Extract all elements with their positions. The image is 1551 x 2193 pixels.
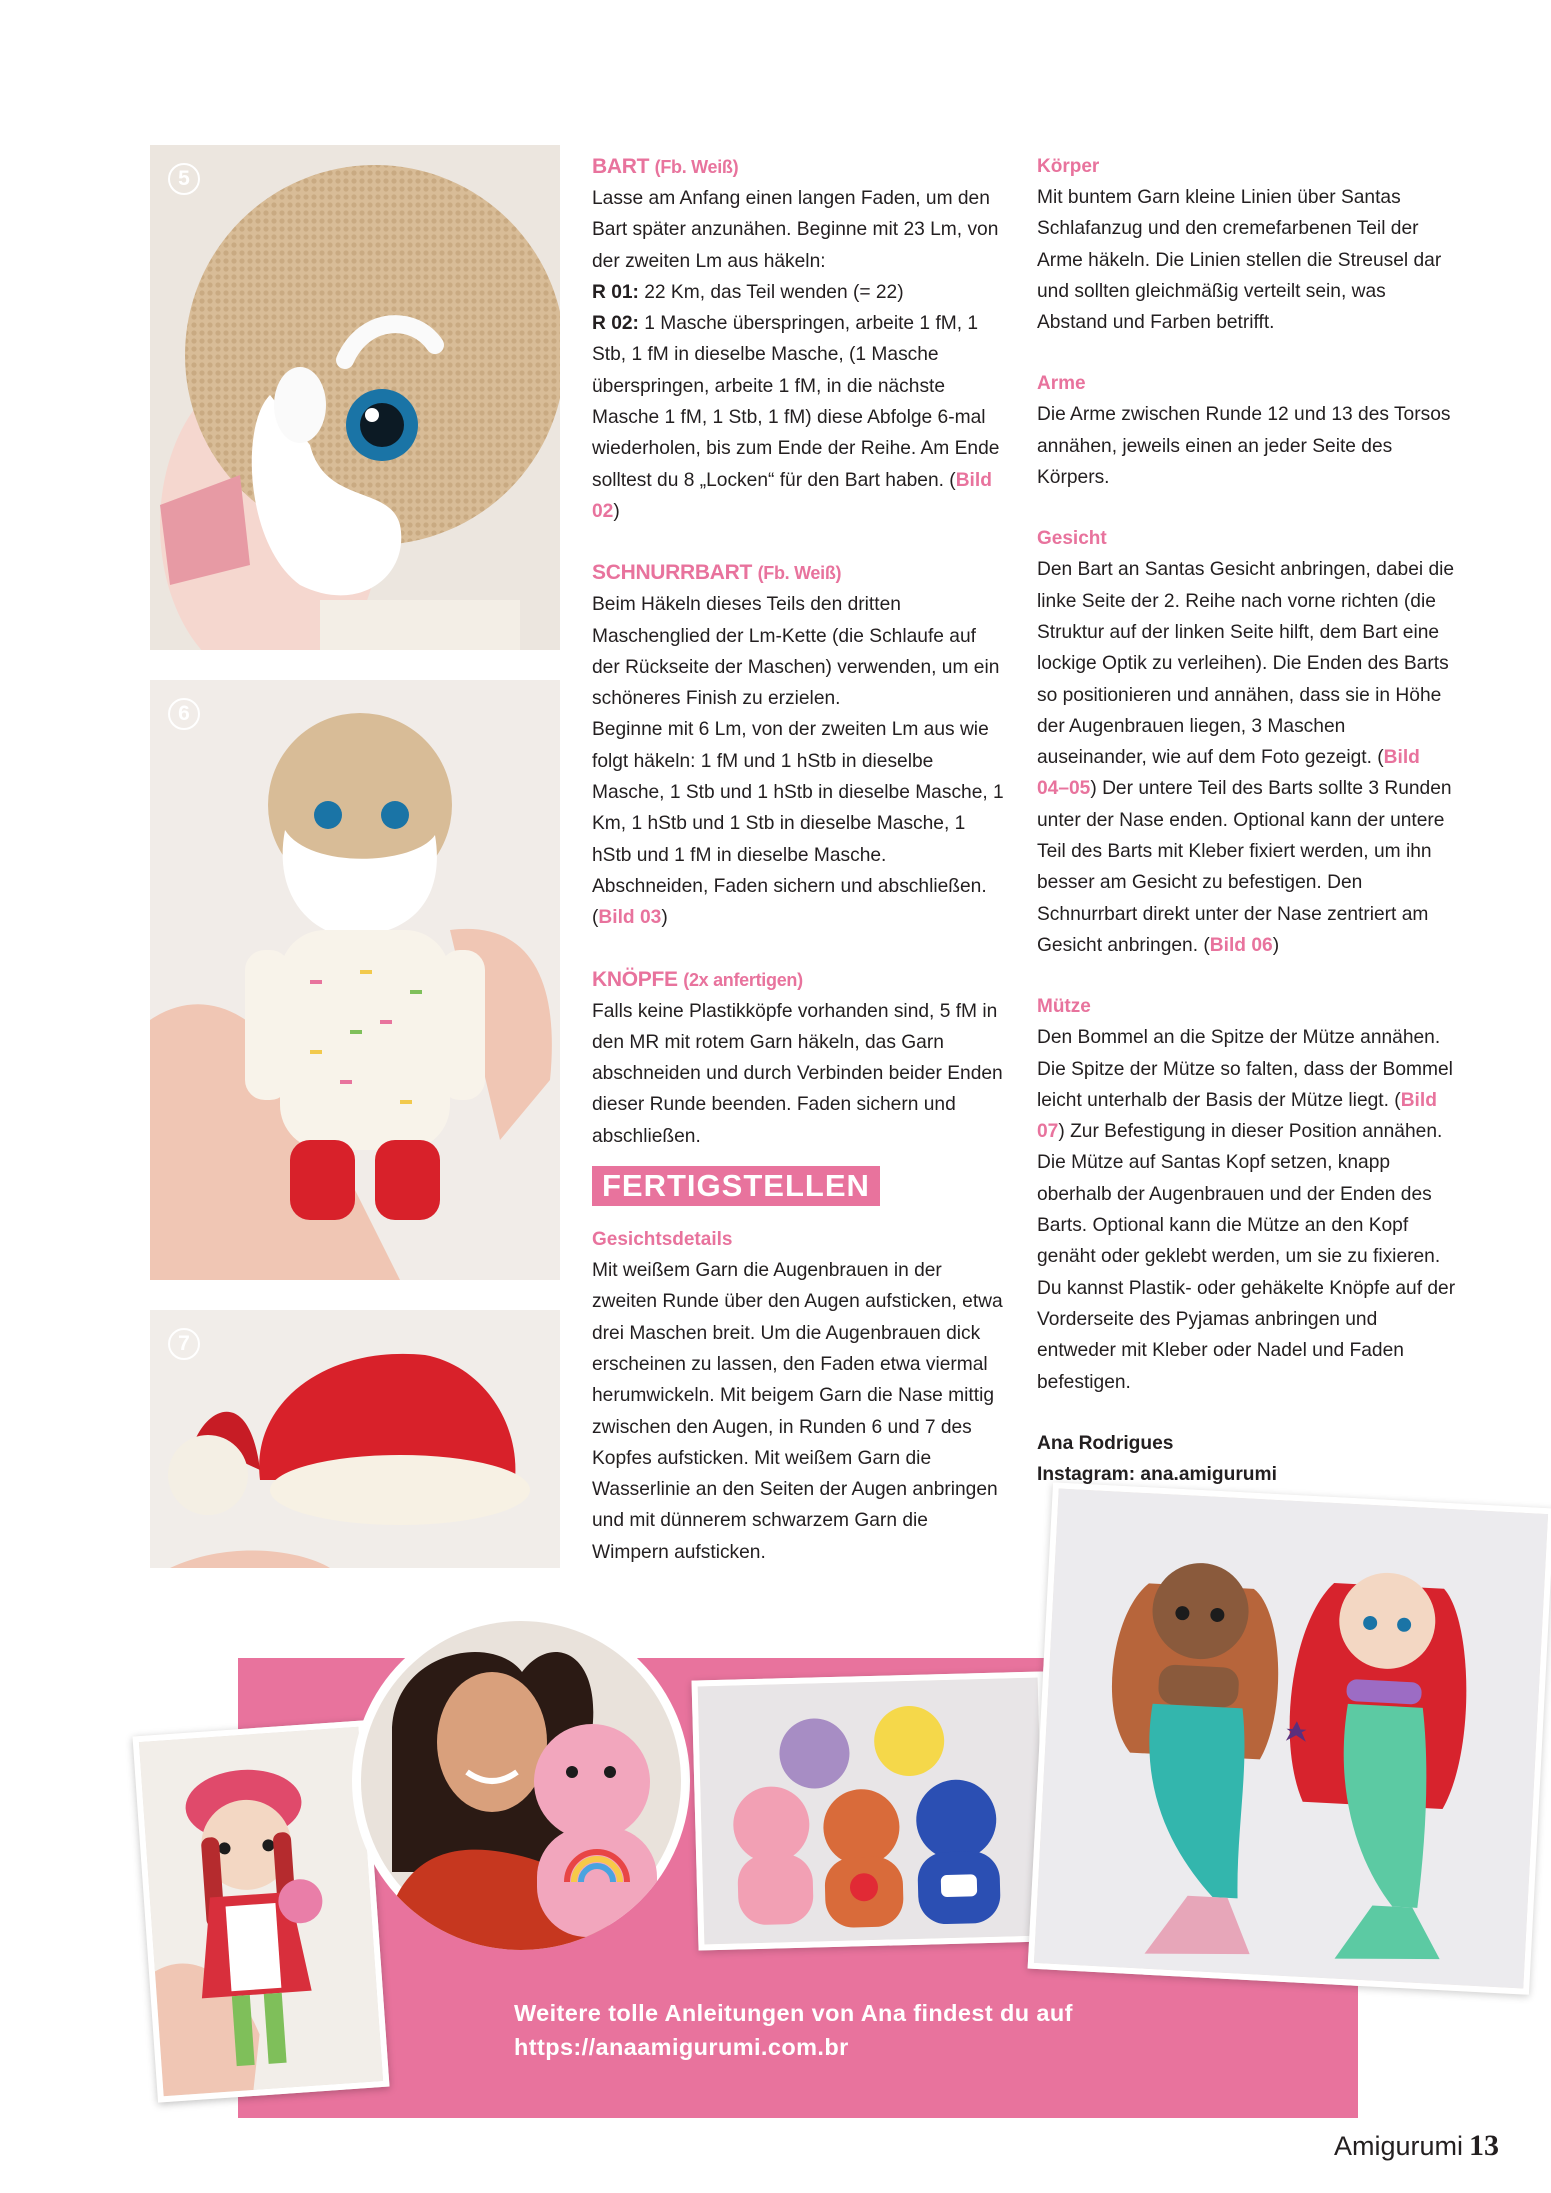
subheading-arme: Arme [1037,373,1086,395]
text-column-2 [1037,151,1457,1490]
bart-intro: Lasse am Anfang einen langen Faden, um den Bart später anzunähen. Beginne mit 23 Lm, von der zweiten Lm aus häkeln: [592,188,999,272]
photo-6-illustration [150,680,560,1280]
image-reference: Bild 03 [598,907,662,929]
photo-number-badge: 5 [168,163,200,195]
arme-text: Die Arme zwischen Runde 12 und 13 des Torsos annähen, jeweils einen an jeder Seite des Körpers. [1037,404,1451,489]
subheading-muetze: Mütze [1037,996,1091,1018]
promo-line-1: Weitere tolle Anleitungen von Ana findest du auf [514,2000,1073,2026]
photo-mermaids [1028,1482,1551,1995]
koerper-text: Mit buntem Garn kleine Linien über Santas Schlafanzug und den cremefarbenen Teil der Arme häkeln. Die Linien stellen die Streusel dar und sollten gleichmäßig verteilt sein, was Abstand und Farben betrifft. [1037,187,1442,334]
photo-strawberry-doll [132,1720,389,2102]
page-number: 13 [1469,2129,1499,2162]
section-heading-schnurrbart: SCHNURRBART (Fb. Weiß) [592,561,842,585]
mermaids-illustration [1034,1489,1548,1989]
care-bears-illustration [698,1678,1045,1945]
photo-7-illustration [150,1310,560,1568]
subheading-koerper: Körper [1037,156,1100,177]
promo-link[interactable]: https://anaamigurumi.com.br [514,2034,849,2060]
section-heading-bart: BART (Fb. Weiß) [592,155,739,178]
photo-5-illustration [150,145,560,650]
section-heading-knoepfe: KNÖPFE (2x anfertigen) [592,967,803,991]
photo-6-doll-in-hand [150,680,560,1280]
gesichtsdetails-text: Mit weißem Garn die Augenbrauen in der zweiten Runde über den Augen aufsticken, etwa drei Maschen breit. Um die Augenbrauen dick erscheinen zu lassen, den Faden etwa viermal herumwickeln. Mit beigem Garn die Nase mittig zwischen den Augen, in Runden 6 und 7 des Kopfes aufsticken. Mit weißem Garn die Wasserlinie an den Seiten der Augen anbringen und mit dünnerem schwarzem Garn die Wimpern aufsticken. [592,1260,1003,1563]
image-reference: Bild 04–05 [1037,747,1420,800]
bart-row-2: R 02: 1 Masche überspringen, arbeite 1 fM, 1 Stb, 1 fM in dieselbe Masche, (1 Masche überspringen, arbeite 1 fM, in die nächste Masche 1 fM, 1 Stb, 1 fM) diese Abfolge 6-mal wiederholen, bis zum Ende der Reihe. Am Ende solltest du 8 „Locken“ für den Bart haben. (Bild 02) [592,313,1000,522]
schnurrbart-text-2: Beginne mit 6 Lm, von der zweiten Lm aus wie folgt häkeln: 1 fM und 1 hStb in dieselbe Masche, 1 Stb und 1 hStb in dieselbe Masche, 1 Km, 1 hStb und 1 Stb in dieselbe Masche, 1 hStb und 1 fM in dieselbe Masche. [592,719,1004,866]
schnurrbart-text-3: Abschneiden, Faden sichern und abschließen. (Bild 03) [592,875,987,929]
photo-number-badge: 6 [168,698,200,730]
author-portrait [352,1612,690,1950]
image-reference: Bild 06 [1209,934,1273,956]
page-footer [1334,2129,1499,2163]
subheading-gesicht: Gesicht [1037,528,1107,550]
author-instagram: Instagram: ana.amigurumi [1037,1464,1277,1486]
image-reference: Bild 07 [1037,1089,1437,1143]
image-reference: Bild 02 [592,469,992,522]
photo-number-badge: 7 [168,1328,200,1360]
subheading-gesichtsdetails: Gesichtsdetails [592,1229,733,1251]
schnurrbart-text-1: Beim Häkeln dieses Teils den dritten Maschenglied der Lm-Kette (die Schlaufe auf der Rückseite der Maschen) verwenden, um ein schöneres Finish zu erzielen. [592,594,1000,710]
text-column-1 [592,151,1007,1568]
muetze-text: Den Bommel an die Spitze der Mütze annähen. Die Spitze der Mütze so falten, dass der Bommel leicht unterhalb der Basis der Mütze liegt. (Bild 07) Zur Befestigung in dieser Position annähen. Die Mütze auf Santas Kopf setzen, knapp oberhalb der Augenbrauen und der Enden des Barts. Optional kann die Mütze an den Kopf genäht oder geklebt werden, um sie zu fixieren. Du kannst Plastik- oder gehäkelte Knöpfe auf der Vorderseite des Pyjamas anbringen und entweder mit Kleber oder Nadel und Faden befestigen. [1037,1027,1456,1393]
strawberry-doll-illustration [139,1727,383,2096]
photo-5-doll-head [150,145,560,650]
gesicht-text: Den Bart an Santas Gesicht anbringen, dabei die linke Seite der 2. Reihe nach vorne richten (die Struktur auf der linken Seite hilft, dem Bart eine lockige Optik zu verleihen). Die Enden des Barts so positionieren und annähen, dass sie in Höhe der Augenbrauen liegen, 3 Maschen auseinander, wie auf dem Foto gezeigt. (Bild 04–05) Der untere Teil des Barts sollte 3 Runden unter der Nase enden. Optional kann der untere Teil des Barts mit Kleber fixiert werden, um ihn besser am Gesicht zu befestigen. Den Schnurrbart direkt unter der Nase zentriert am Gesicht anbringen. (Bild 06) [1037,559,1455,956]
bart-row-1: R 01: 22 Km, das Teil wenden (= 22) [592,281,904,303]
magazine-name: Amigurumi [1333,2131,1463,2161]
author-name: Ana Rodrigues [1037,1432,1174,1454]
promo-text [514,1996,1073,2064]
author-portrait-illustration [352,1612,690,1950]
photo-care-bears [692,1671,1051,1950]
knoepfe-text: Falls keine Plastikköpfe vorhanden sind, 5 fM in den MR mit rotem Garn häkeln, das Garn abschneiden und durch Verbinden beider Enden dieser Runde beenden. Faden sichern und abschließen. [592,1000,1003,1147]
section-banner-fertigstellen: FERTIGSTELLEN [592,1166,880,1206]
photo-7-santa-hat [150,1310,560,1568]
